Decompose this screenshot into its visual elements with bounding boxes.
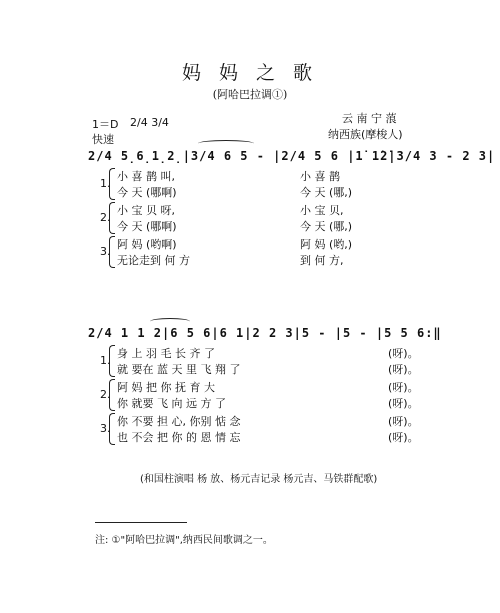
verse-number-3: 3. [100, 245, 111, 258]
verse-2-line-b-right: 今 天 (哪,) [300, 220, 353, 233]
verse-2-line-a-right: 小 宝 贝, [300, 204, 344, 217]
performance-credit: (和国柱演唱 杨 放、杨元吉记录 杨元吉、马铁群配歌) [140, 474, 378, 485]
slur-mark [198, 140, 254, 147]
verse-1-line-c: 身 上 羽 毛 长 齐 了 [117, 347, 215, 360]
region-label: 云 南 宁 蒗 [342, 112, 397, 125]
verse-3-line-c: 你 不要 担 心, 你别 惦 念 [117, 415, 241, 428]
verse-1-line-a-right: 小 喜 鹊 [300, 170, 340, 183]
verse-2-line-a: 小 宝 贝 呀, [117, 204, 175, 217]
verse-number-2: 2. [100, 388, 111, 401]
verse-number-1: 1. [100, 177, 111, 190]
footnote: 注: ①"阿哈巴拉调",纳西民间歌调之一。 [95, 535, 273, 546]
footnote-divider [95, 522, 187, 523]
verse-2-line-d: 你 就要 飞 向 远 方 了 [117, 397, 226, 410]
key-signature: 1＝D [92, 118, 119, 131]
verse-number-3: 3. [100, 422, 111, 435]
verse-3-line-a-right: 阿 妈 (哟,) [300, 238, 353, 251]
song-title: 妈 妈 之 歌 [181, 62, 319, 84]
verse-1-line-b-right: 今 天 (哪,) [300, 186, 353, 199]
score-line-1: 2/4 5̣6̣1̣2̣|3/4 6 5 - |2/4 5 6 |1̇ 1̇2̇|3/4 3 - 2 3| [88, 149, 496, 163]
verse-1-line-c-end: (呀)。 [388, 347, 419, 360]
verse-3-line-d: 也 不会 把 你 的 恩 情 忘 [117, 431, 241, 444]
verse-3-line-d-end: (呀)。 [388, 431, 419, 444]
verse-1-line-a: 小 喜 鹊 叫, [117, 170, 175, 183]
verse-3-line-b: 无论走到 何 方 [117, 254, 190, 267]
verse-3-line-c-end: (呀)。 [388, 415, 419, 428]
verse-3-line-a: 阿 妈 (哟啊) [117, 238, 177, 251]
verse-1-line-d: 就 要在 蓝 天 里 飞 翔 了 [117, 363, 241, 376]
time-signature: 2/4 3/4 [130, 116, 169, 129]
score-line-2: 2/4 1 1 2|6 5 6|6 1|2 2 3|5 - |5 - |5 5 6:‖ [88, 326, 442, 340]
verse-1-line-b: 今 天 (哪啊) [117, 186, 177, 199]
verse-3-line-b-right: 到 何 方, [300, 254, 344, 267]
verse-1-line-d-end: (呀)。 [388, 363, 419, 376]
verse-number-1: 1. [100, 354, 111, 367]
verse-2-line-b: 今 天 (哪啊) [117, 220, 177, 233]
ethnic-group-label: 纳西族(摩梭人) [328, 128, 403, 141]
verse-2-line-c-end: (呀)。 [388, 381, 419, 394]
tempo-marking: 快速 [92, 133, 114, 146]
verse-2-line-d-end: (呀)。 [388, 397, 419, 410]
verse-2-line-c: 阿 妈 把 你 抚 育 大 [117, 381, 215, 394]
slur-mark [150, 318, 190, 325]
song-subtitle: (阿哈巴拉调①) [212, 88, 288, 101]
verse-number-2: 2. [100, 211, 111, 224]
